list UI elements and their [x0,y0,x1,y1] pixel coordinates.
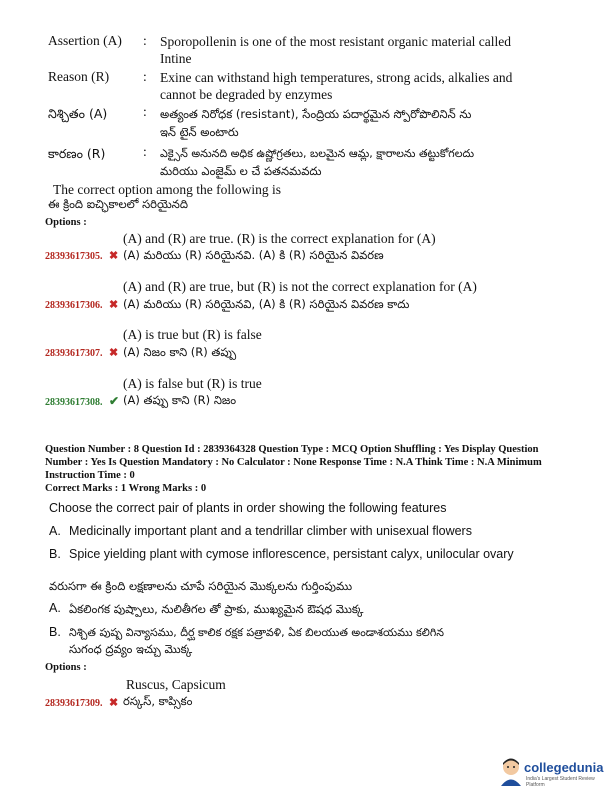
logo-tagline: India's Largest Student Review Platform [526,776,595,788]
statement-b: Spice yielding plant with cymose inflorescence, persistant calyx, unilocular ovary [69,547,514,561]
wrong-mark-icon: ✖ [109,697,119,709]
option-3[interactable] [45,326,585,366]
reason-label: Reason (R) [48,69,110,84]
statement-a-te-key: A. [49,601,61,615]
option-3-id: 28393617307. [45,348,103,359]
assertion-te-colon: : [143,104,147,119]
option-1[interactable] [45,230,585,270]
option-1-text-te: (A) మరియు (R) సరియైనవి. (A) కి (R) సరియైన వివరణ [123,248,384,262]
option-1-id: 28393617305. [45,251,103,262]
assertion-text-line2: Intine [160,51,192,66]
option-5-text-en: Ruscus, Capsicum [126,677,226,692]
mascot-icon [498,756,524,786]
reason-te-line1: ఎక్సైన్ అనునది అధిక ఉష్ణోగ్రతలు, బలమైన ఆమ్ల, క్షారాలను తట్టుకోగలదు [160,147,475,160]
options-label: Options : [45,662,87,673]
reason-te-line2: మరియు ఎంజైమ్ ల చే పతనమవదు [160,164,322,178]
question-stem-te: ఈ క్రింది ఐచ్ఛికాలలో సరియైనది [48,197,188,211]
reason-text-line1: Exine can withstand high temperatures, strong acids, alkalies and [160,70,513,85]
option-5-id: 28393617309. [45,698,103,709]
reason-te-colon: : [143,144,147,159]
question-stem: The correct option among the following is [53,182,281,197]
option-3-text-en: (A) is true but (R) is false [123,327,262,342]
question-header-line3: Instruction Time : 0 [45,470,135,481]
reason-text-line2: cannot be degraded by enzymes [160,87,333,102]
question-header-line1: Question Number : 8 Question Id : 2839364328 Question Type : MCQ Option Shuffling : Yes Display Question [45,444,539,455]
wrong-mark-icon: ✖ [109,347,119,359]
question-stem: Choose the correct pair of plants in order showing the following features [49,501,447,515]
option-1-text-en: (A) and (R) are true. (R) is the correct explanation for (A) [123,231,436,246]
reason-te-label: కారణం (R) [48,146,106,161]
question-marks: Correct Marks : 1 Wrong Marks : 0 [45,483,207,494]
option-2-text-te: (A) మరియు (R) సరియైనవి, (A) కి (R) సరియైన వివరణ కాదు [123,297,410,311]
assertion-te-label: నిశ్చితం (A) [48,106,108,121]
statement-b-te-line1: నిశ్చిత పుష్ప విన్యాసము, దీర్ఘ కాలిక రక్షక పత్రావళి, ఏక బిలయుత అండాశయము కలిగిన [69,626,444,639]
option-2-id: 28393617306. [45,300,103,311]
statement-a-te: ఏకలింగక పుష్పాలు, నులితీగల తో ప్రాకు, ముఖ్యమైన ఔషధ మొక్క [69,602,364,616]
question-header-line2: Number : Yes Is Question Mandatory : No Calculator : None Response Time : N.A Think Time : N.A Minimum [45,457,542,468]
collegedunia-logo [498,756,610,788]
wrong-mark-icon: ✖ [109,299,119,311]
logo-name: collegedunia [524,760,604,775]
option-5[interactable] [45,676,345,716]
assertion-te-line2: ఇన్ టైన్ అంటారు [160,125,239,139]
option-5-text-te: రస్కస్, కాప్సికం [123,694,193,708]
option-2-text-en: (A) and (R) are true, but (R) is not the correct explanation for (A) [123,279,477,294]
assertion-te-line1: అత్యంత నిరోధక (resistant), సేంద్రియ పదార్థమైన స్పోరోపొలినిన్ ను [160,107,472,121]
option-4-text-te: (A) తప్పు కాని (R) నిజం [123,393,237,407]
option-3-text-te: (A) నిజం కాని (R) తప్పు [123,345,237,359]
correct-mark-icon: ✔ [109,394,120,408]
question-stem-te: వరుసగా ఈ క్రింది లక్షణాలను చూపే సరియైన మొక్కలను గుర్తింపుము [49,579,353,593]
option-4-id: 28393617308. [45,397,103,408]
statement-b-te-key: B. [49,625,61,639]
reason-colon: : [143,69,147,84]
assertion-text-line1: Sporopollenin is one of the most resistant organic material called [160,34,512,49]
options-label: Options : [45,217,87,228]
statement-a-key: A. [49,524,61,538]
option-4[interactable] [45,375,585,415]
statement-b-te-line2: సుగంధ ద్రవ్యం ఇచ్చు మొక్క [69,642,193,656]
assertion-label: Assertion (A) [48,33,122,48]
statement-b-key: B. [49,547,61,561]
statement-a: Medicinally important plant and a tendrillar climber with unisexual flowers [69,524,472,538]
option-2[interactable] [45,278,585,318]
wrong-mark-icon: ✖ [109,250,119,262]
assertion-colon: : [143,33,147,48]
option-4-text-en: (A) is false but (R) is true [123,376,262,391]
